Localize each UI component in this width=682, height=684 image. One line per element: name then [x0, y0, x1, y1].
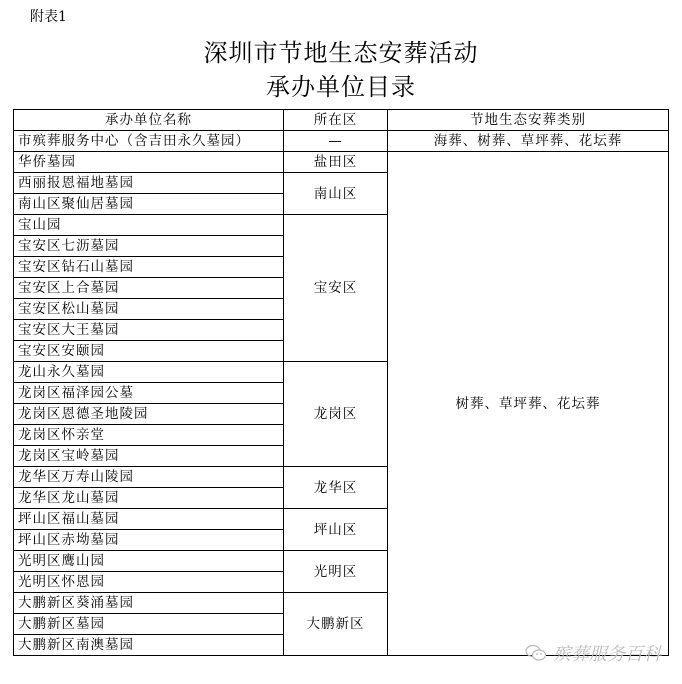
unit-name: 大鹏新区葵涌墓园 — [14, 593, 284, 614]
unit-name: 宝安区七沥墓园 — [14, 236, 284, 257]
page-subtitle: 承办单位目录 — [266, 73, 416, 101]
table-header-row — [14, 110, 669, 131]
header-district: 所在区 — [284, 110, 388, 131]
unit-name: 南山区聚仙居墓园 — [14, 194, 284, 215]
unit-name: 大鹏新区墓园 — [14, 614, 284, 635]
district: 龙华区 — [284, 467, 388, 509]
unit-name: 龙山永久墓园 — [14, 362, 284, 383]
unit-name: 龙华区万寿山陵园 — [14, 467, 284, 488]
unit-name: 龙岗区宝岭墓园 — [14, 446, 284, 467]
unit-name: 光明区怀恩园 — [14, 572, 284, 593]
unit-name: 宝山园 — [14, 215, 284, 236]
header-unit-name: 承办单位名称 — [14, 110, 284, 131]
unit-name: 西丽报恩福地墓园 — [14, 173, 284, 194]
district: 龙岗区 — [284, 362, 388, 467]
unit-name: 大鹏新区南澳墓园 — [14, 635, 284, 656]
unit-name: 光明区鹰山园 — [14, 551, 284, 572]
unit-name: 龙岗区恩德圣地陵园 — [14, 404, 284, 425]
undertaking-units-table — [13, 109, 669, 656]
unit-name: 宝安区松山墓园 — [14, 299, 284, 320]
unit-name: 龙岗区怀亲堂 — [14, 425, 284, 446]
unit-name: 坪山区福山墓园 — [14, 509, 284, 530]
unit-name: 市殡葬服务中心（含吉田永久墓园） — [14, 131, 284, 152]
header-burial-type: 节地生态安葬类别 — [388, 110, 669, 131]
district: 盐田区 — [284, 152, 388, 173]
district: 坪山区 — [284, 509, 388, 551]
table-row — [14, 131, 669, 152]
unit-name: 宝安区钻石山墓园 — [14, 257, 284, 278]
watermark-text: 殡葬服务百科 — [553, 644, 661, 665]
unit-name: 龙华区龙山墓园 — [14, 488, 284, 509]
unit-name: 宝安区大王墓园 — [14, 320, 284, 341]
watermark — [525, 640, 661, 666]
burial-types: 海葬、树葬、草坪葬、花坛葬 — [388, 131, 669, 152]
district: 光明区 — [284, 551, 388, 593]
unit-name: 坪山区赤坳墓园 — [14, 530, 284, 551]
unit-name: 龙岗区福泽园公墓 — [14, 383, 284, 404]
district: 宝安区 — [284, 215, 388, 362]
district: 大鹏新区 — [284, 593, 388, 656]
table-row — [14, 152, 669, 173]
page-title: 深圳市节地生态安葬活动 — [203, 39, 479, 67]
burial-types-shared: 树葬、草坪葬、花坛葬 — [388, 152, 669, 656]
unit-name: 华侨墓园 — [14, 152, 284, 173]
wechat-icon — [525, 644, 547, 662]
annex-label: 附表1 — [30, 9, 67, 25]
unit-name: 宝安区安颐园 — [14, 341, 284, 362]
unit-name: 宝安区上合墓园 — [14, 278, 284, 299]
district: — — [284, 131, 388, 152]
district: 南山区 — [284, 173, 388, 215]
